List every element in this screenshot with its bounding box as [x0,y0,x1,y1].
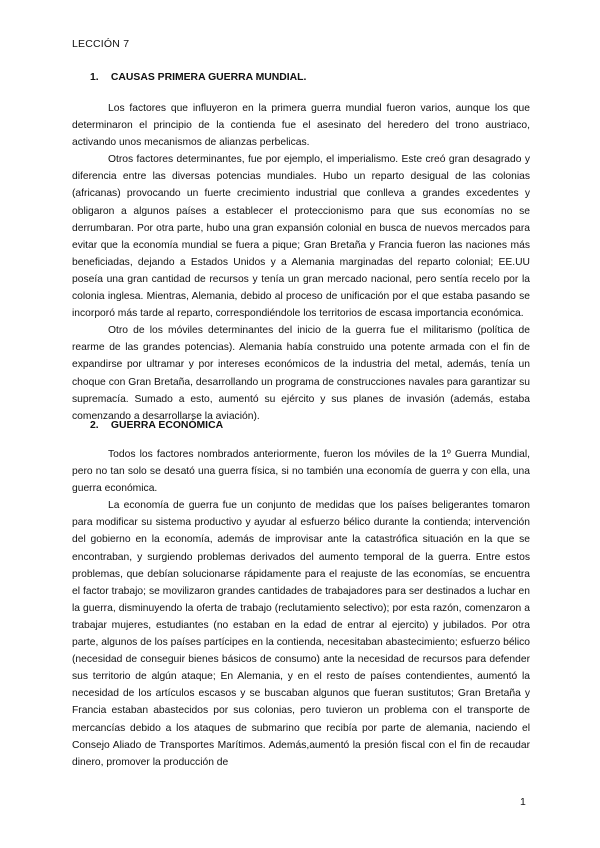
paragraph: Los factores que influyeron en la primera guerra mundial fueron varios, aunque los que determinaron el principio de la contienda fue el asesinato del heredero del trono austriaco, activando unos mecanismos de alianzas perbelicas. [72,103,530,149]
section-2-heading [90,420,223,431]
section-1-body [72,100,530,425]
paragraph: La economía de guerra fue un conjunto de medidas que los países beligerantes tomaron para modificar su sistema productivo y ayudar al esfuerzo bélico durante la contienda; intervención del gobierno en la economía, además de improvisar ante la catastrófica situación en la que se encontraban, y surgiendo problemas derivados del aumento temporal de la guerra. Entre estos problemas, que debían solucionarse rápidamente para el reajuste de las economías, se encuentra el factor trabajo; se movilizaron grandes cantidades de trabajadores para ser destinados a luchar en la guerra, disminuyendo la oferta de trabajo (reclutamiento selectivo); por esta razón, comenzaron a trabajar mujeres, estudiantes (no estaban en la edad de entrar al ejercito) y jubilados. Por otra parte, algunos de los países partícipes en la contienda, necesitaban abastecimiento; esfuerzo bélico (necesidad de conseguir bienes básicos de consumo) ante la necesidad de recursos para defender sus territorio de algún ataque; En Alemania, y en el resto de países contendientes, aumentó la necesidad de los artículos escasos y se buscaban algunos que fueran sustitutos; Gran Bretaña y Francia estaban abastecidos por sus colonias, pero tuvieron un problema con el transporte de mercancías debido a los ataques de submarino que recibía por parte de alemania, naciendo el Consejo Aliado de Transportes Marítimos. Además,aumentó la presión fiscal con el fin de recaudar dinero, promover la producción de [72,500,530,768]
section-2-number: 2. [90,420,99,431]
section-2-body [72,446,530,771]
section-1-heading [90,72,306,83]
lesson-header: LECCIÓN 7 [72,38,130,50]
paragraph: Otros factores determinantes, fue por ejemplo, el imperialismo. Este creó gran desagrado y diferencia entre las diversas potencias mundiales. Hubo un reparto desigual de las colonias (africanas) provocando un fuerte crecimiento industrial que conlleva a grandes excedentes y obligaron a algunos países a establecer el proteccionismo para que sus economías no se derrumbaran. Por otra parte, hubo una gran expansión colonial en busca de nuevos mercados para evitar que la economía mundial se fuera a pique; Gran Bretaña y Francia fueron las naciones más beneficiadas, dejando a Estados Unidos y a Alemania marginadas del reparto colonial; EE.UU poseía una gran cantidad de recursos y tenía un gran mercado nacional, pero sentía recelo por la colonia inglesa. Mientras, Alemania, debido al proceso de unificación por el que estaba pasando se incorporó más tarde al reparto, correspondiéndole los territorios de escasa importancia económica. [72,154,530,320]
section-1-number: 1. [90,72,99,83]
section-1-title: CAUSAS PRIMERA GUERRA MUNDIAL. [110,72,307,83]
section-2-title: GUERRA ECONÓMICA [110,420,224,431]
paragraph: Otro de los móviles determinantes del inicio de la guerra fue el militarismo (política de rearme de las grandes potencias). Alemania había construido una potente armada con el fin de expandirse por ultramar y por intereses económicos de la industria del metal, además, tenía un choque con Gran Bretaña, desarrollando un programa de construcciones navales para garantizar su supremacía. Sumado a esto, aumentó su ejército y sus planes de invasión (además, estaba comenzando a desarrollarse la aviación). [72,325,530,422]
paragraph: Todos los factores nombrados anteriormente, fueron los móviles de la 1º Guerra Mundial, pero no tan solo se desató una guerra física, si no también una economía de guerra y con ella, una guerra económica. [72,449,530,495]
page-number: 1 [520,796,526,808]
